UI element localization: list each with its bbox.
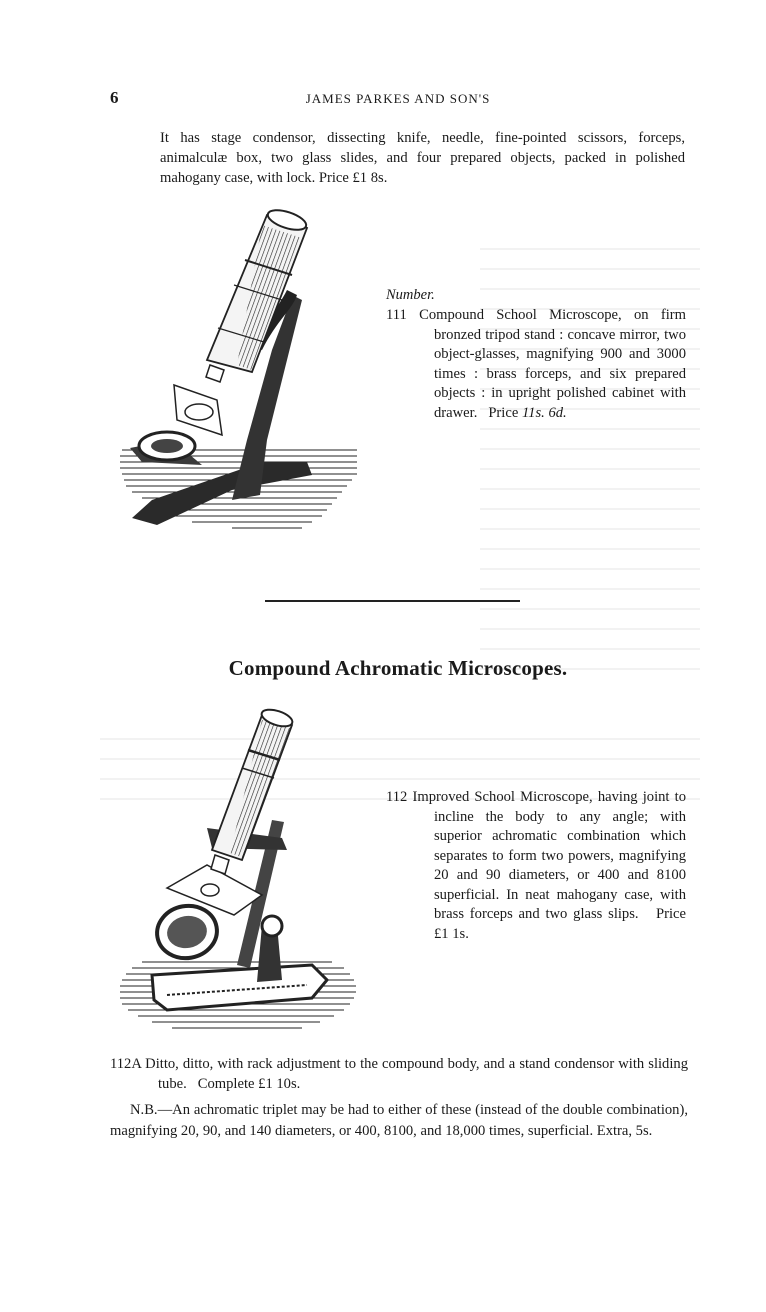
intro-paragraph: [160, 128, 685, 188]
entry-number: 112A: [110, 1056, 142, 1072]
catalogue-entry-112a: [110, 1055, 688, 1094]
price-label: Complete: [197, 1075, 255, 1092]
catalogue-entry-111: [386, 306, 686, 423]
nota-bene-text: N.B.—An achromatic triplet may be had to either of these (instead of the double combination), magnifying 20, 90, and 140 diameters, or 400, 8100, and 18,000 times, superficial. Extra, 5s.: [110, 1102, 688, 1139]
running-head: JAMES PARKES AND SON'S: [305, 91, 491, 106]
entry-description: Compound School Microscope, on firm bronzed tripod stand : concave mirror, two object-glasses, magnifying 900 and 3000 times : brass forceps, and six prepared objects : in upright polished cabinet with drawer.: [419, 307, 686, 421]
intro-text: It has stage condensor, dissecting knife, needle, fine-pointed scissors, forceps, animalculæ box, two glass slides, and four prepared objects, packed in polished mahogany case, with lock. Price £1 8s.: [160, 130, 685, 186]
page-number: 6: [110, 88, 119, 107]
entry-price: £1 10s.: [258, 1075, 301, 1092]
joint: [262, 916, 282, 936]
section-title: Compound Achromatic Microscopes.: [228, 656, 568, 680]
section-divider: [265, 600, 520, 602]
microscope-engraving-111: [112, 200, 362, 535]
entry-description: Improved School Microscope, having joint to incline the body to any angle; with superior achromatic combination which separates to form two powers, magnifying 20 and 90 diameters, or 400 and 8100 superficial. In neat mahogany case, with brass forceps and two glass slips.: [412, 789, 686, 922]
microscope-engraving-112: [112, 700, 367, 1040]
nota-bene-paragraph: [110, 1100, 688, 1141]
price-label: Price: [488, 404, 519, 421]
show-through-texture: [480, 240, 700, 670]
entry-description: Ditto, ditto, with rack adjustment to the compound body, and a stand condensor with sliding tube.: [145, 1056, 688, 1092]
catalogue-entry-112: [386, 788, 686, 944]
price-label: Price: [656, 906, 686, 922]
number-column-label: Number.: [386, 287, 435, 303]
horseshoe-base: [152, 965, 327, 1010]
entry-price: £1 1s.: [434, 925, 469, 942]
entry-number: 111: [386, 307, 407, 323]
entry-price: 11s. 6d.: [521, 404, 567, 421]
entry-number: 112: [386, 789, 408, 805]
